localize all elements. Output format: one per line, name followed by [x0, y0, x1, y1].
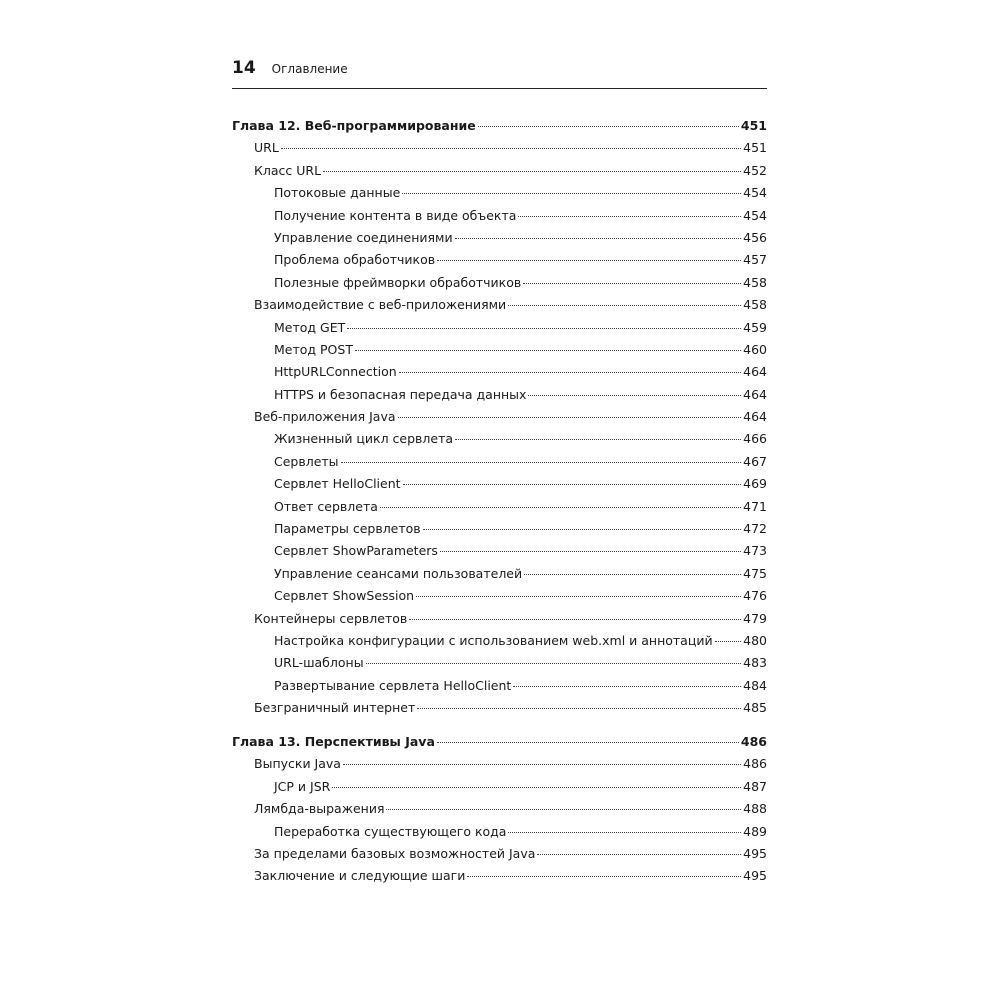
dot-leader: [440, 551, 741, 552]
toc-entry-page: 451: [740, 118, 767, 133]
toc-entry-page: 451: [743, 140, 767, 156]
table-of-contents: [232, 115, 767, 888]
toc-entry-page: 471: [743, 498, 767, 514]
toc-entry-page: 460: [743, 341, 767, 357]
toc-entry: [232, 753, 767, 775]
dot-leader: [508, 832, 741, 833]
dot-leader: [528, 395, 741, 396]
toc-entry-page: 485: [743, 700, 767, 716]
toc-entry: [232, 473, 767, 495]
toc-entry-title: Класс URL: [254, 162, 322, 178]
toc-entry-page: 488: [743, 801, 767, 817]
dot-leader: [399, 372, 741, 373]
toc-entry: [232, 865, 767, 887]
toc-entry-title: Глава 12. Веб-программирование: [232, 118, 476, 133]
dot-leader: [416, 596, 741, 597]
toc-entry-page: 495: [743, 868, 767, 884]
toc-entry-page: 473: [743, 543, 767, 559]
toc-entry-title: За пределами базовых возможностей Java: [254, 846, 536, 861]
toc-entry: [232, 776, 767, 798]
toc-entry-page: 456: [743, 229, 767, 245]
toc-entry-title: HTTPS и безопасная передача данных: [274, 386, 527, 402]
toc-entry-page: 459: [743, 319, 767, 335]
toc-entry-page: 467: [743, 453, 767, 469]
toc-entry-page: 469: [743, 476, 767, 492]
toc-entry-page: 479: [743, 610, 767, 626]
toc-entry-title: Заключение и следующие шаги: [254, 868, 466, 884]
toc-entry-page: 489: [743, 823, 767, 839]
dot-leader: [341, 462, 742, 463]
toc-entry: [232, 630, 767, 652]
toc-entry: [232, 384, 767, 406]
dot-leader: [437, 260, 741, 261]
toc-entry-title: Метод POST: [274, 341, 353, 357]
toc-entry-page: 458: [743, 274, 767, 290]
toc-entry-title: Метод GET: [274, 319, 346, 335]
dot-leader: [386, 809, 741, 810]
toc-entry-title: Контейнеры сервлетов: [254, 610, 408, 626]
toc-entry: [232, 798, 767, 820]
toc-entry-page: 458: [743, 297, 767, 313]
chapter-gap: [232, 720, 767, 732]
toc-entry-page: 480: [743, 632, 767, 648]
dot-leader: [518, 216, 741, 217]
toc-chapter-entry: [232, 115, 767, 137]
dot-leader: [409, 619, 741, 620]
toc-entry-title: Веб-приложения Java: [254, 409, 396, 425]
toc-entry-page: 464: [743, 386, 767, 402]
toc-entry: [232, 451, 767, 473]
toc-entry-title: Параметры сервлетов: [274, 521, 421, 537]
toc-entry: [232, 406, 767, 428]
toc-entry-page: 457: [743, 252, 767, 268]
toc-entry-title: Сервлеты: [274, 453, 339, 469]
toc-entry: [232, 361, 767, 383]
toc-entry-page: 472: [743, 521, 767, 537]
toc-entry-page: 464: [743, 364, 767, 380]
toc-entry-page: 495: [743, 846, 767, 861]
dot-leader: [403, 484, 742, 485]
running-title: Оглавление: [271, 62, 348, 76]
running-header: [232, 58, 767, 88]
toc-entry-title: Получение контента в виде объекта: [274, 207, 517, 223]
toc-entry-page: 464: [743, 409, 767, 425]
toc-entry: [232, 249, 767, 271]
toc-entry: [232, 652, 767, 674]
toc-entry-page: 466: [743, 431, 767, 447]
toc-entry: [232, 821, 767, 843]
toc-entry: [232, 160, 767, 182]
toc-entry: [232, 272, 767, 294]
toc-entry-title: Сервлет HelloClient: [274, 476, 401, 492]
toc-entry-title: Потоковые данные: [274, 185, 401, 201]
toc-entry: [232, 585, 767, 607]
toc-entry-title: Полезные фреймворки обработчиков: [274, 274, 522, 290]
dot-leader: [355, 350, 741, 351]
toc-entry-page: 487: [743, 778, 767, 794]
toc-entry-page: 486: [740, 734, 767, 750]
toc-entry-page: 483: [743, 655, 767, 671]
book-page: [232, 58, 767, 888]
toc-entry: [232, 182, 767, 204]
toc-entry-title: Управление сеансами пользователей: [274, 565, 523, 581]
toc-entry-title: Взаимодействие с веб-приложениями: [254, 297, 507, 313]
dot-leader: [343, 764, 741, 765]
toc-entry-title: Переработка существующего кода: [274, 823, 507, 839]
toc-entry-page: 452: [743, 162, 767, 178]
toc-entry-title: Глава 13. Перспективы Java: [232, 734, 435, 750]
toc-entry-title: Выпуски Java: [254, 756, 341, 772]
dot-leader: [508, 305, 741, 306]
toc-entry-page: 454: [743, 207, 767, 223]
toc-entry-page: 476: [743, 588, 767, 604]
toc-entry-title: Развертывание сервлета HelloClient: [274, 677, 512, 693]
toc-entry: [232, 518, 767, 540]
toc-entry: [232, 227, 767, 249]
dot-leader: [323, 171, 741, 172]
toc-entry: [232, 563, 767, 585]
dot-leader: [455, 238, 742, 239]
dot-leader: [715, 641, 742, 642]
toc-entry-title: Лямбда-выражения: [254, 801, 385, 817]
toc-entry: [232, 540, 767, 562]
toc-entry-title: URL: [254, 140, 279, 156]
toc-entry-page: 484: [743, 677, 767, 693]
dot-leader: [366, 663, 742, 664]
toc-entry: [232, 496, 767, 518]
toc-entry: [232, 137, 767, 159]
dot-leader: [437, 742, 739, 743]
dot-leader: [467, 876, 741, 877]
dot-leader: [417, 708, 741, 709]
dot-leader: [423, 529, 741, 530]
toc-entry-title: JCP и JSR: [274, 778, 331, 794]
toc-entry-title: Управление соединениями: [274, 229, 453, 245]
toc-entry-page: 486: [743, 756, 767, 772]
dot-leader: [478, 126, 739, 127]
toc-entry: [232, 339, 767, 361]
dot-leader: [524, 574, 741, 575]
toc-entry-title: URL-шаблоны: [274, 655, 364, 671]
dot-leader: [537, 854, 741, 855]
toc-entry-title: Ответ сервлета: [274, 498, 378, 514]
dot-leader: [281, 148, 741, 149]
toc-entry-title: HttpURLConnection: [274, 364, 397, 380]
toc-entry: [232, 697, 767, 719]
toc-entry: [232, 843, 767, 865]
toc-entry: [232, 205, 767, 227]
toc-entry-title: Безграничный интернет: [254, 700, 416, 716]
dot-leader: [380, 507, 741, 508]
toc-entry-page: 454: [743, 185, 767, 201]
dot-leader: [513, 686, 741, 687]
toc-chapter-entry: [232, 731, 767, 753]
dot-leader: [402, 193, 741, 194]
dot-leader: [455, 439, 741, 440]
dot-leader: [347, 328, 741, 329]
toc-entry: [232, 317, 767, 339]
toc-entry-title: Сервлет ShowSession: [274, 588, 415, 604]
toc-entry-title: Жизненный цикл сервлета: [274, 431, 454, 447]
page-number: 14: [232, 58, 256, 78]
toc-entry: [232, 608, 767, 630]
toc-entry-title: Настройка конфигурации с использованием web.xml и аннотаций: [274, 632, 713, 648]
toc-entry: [232, 675, 767, 697]
toc-entry-title: Сервлет ShowParameters: [274, 543, 438, 559]
toc-entry: [232, 428, 767, 450]
toc-entry-title: Проблема обработчиков: [274, 252, 436, 268]
toc-entry-page: 475: [743, 565, 767, 581]
dot-leader: [332, 787, 741, 788]
header-rule: [232, 88, 767, 89]
toc-entry: [232, 294, 767, 316]
dot-leader: [398, 417, 742, 418]
dot-leader: [523, 283, 741, 284]
